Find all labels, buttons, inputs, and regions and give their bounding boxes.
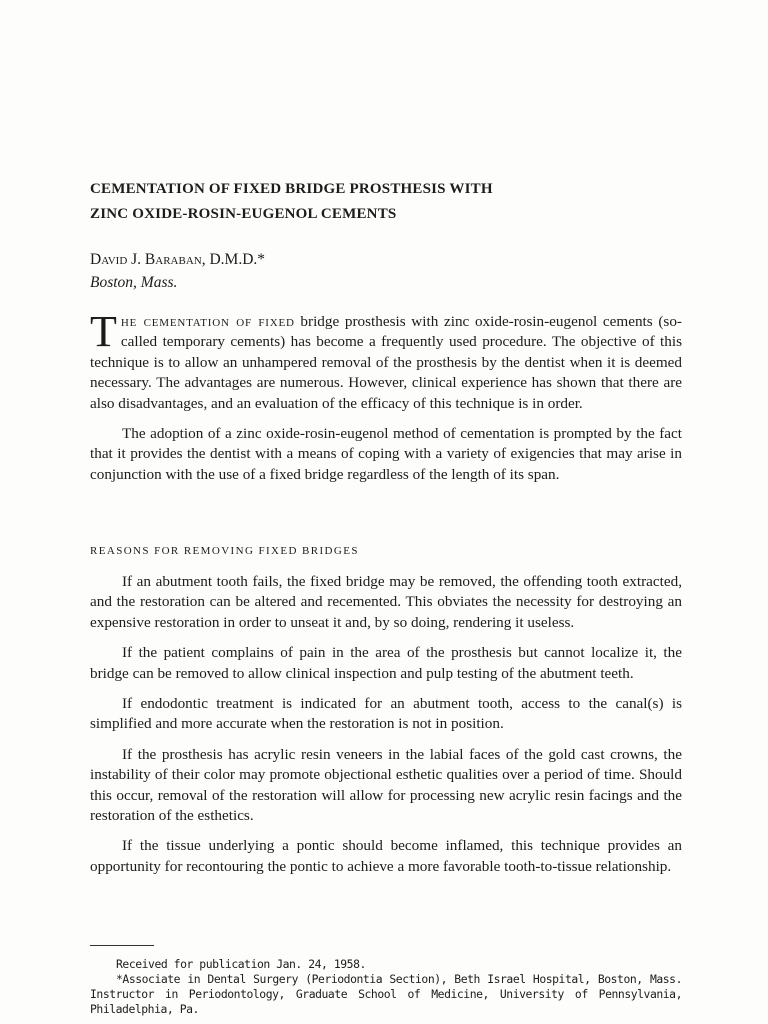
title-line-2: ZINC OXIDE-ROSIN-EUGENOL CEMENTS: [90, 206, 397, 222]
section-paragraph-1: If an abutment tooth fails, the fixed bridge may be removed, the offending tooth extracted, and the restoration can be altered and recemented. This obviates the necessity for destroying an expensive restoration in order to unseat it and, by so doing, rendering it useless.: [90, 573, 682, 631]
lead-small-caps: he cementation of fixed: [120, 313, 295, 330]
intro-paragraph-2: The adoption of a zinc oxide-rosin-eugenol method of cementation is prompted by the fact that it provides the dentist with a means of coping with a variety of exigencies that may arise in conjunction with the use of a fixed bridge regardless of the length of its span.: [90, 425, 682, 483]
section-paragraph-4: If the prosthesis has acrylic resin veneers in the labial faces of the gold cast crowns, the instability of their color may promote objectional esthetic qualities over a period of time. Should this occur, removal of the restoration will allow for processing new acrylic resin facings and the restoration of the esthetics.: [90, 745, 682, 825]
footnote-received: Received for publication Jan. 24, 1958.: [116, 957, 366, 971]
footnotes: [90, 957, 682, 1017]
section-heading: REASONS FOR REMOVING FIXED BRIDGES: [90, 545, 359, 557]
intro-paragraph-1-text: bridge prosthesis with zinc oxide-rosin-eugenol cements (so-called temporary cements) has become a frequently used procedure. The objective of this technique is to allow an unhampered removal of the prosthesis by the dentist when it is deemed necessary. The advantages are numerous. However, clinical experience has shown that there are also disadvantages, and an evaluation of the efficacy of this technique is in order.: [90, 313, 682, 412]
article-title: [90, 177, 710, 227]
footnote-affiliation: *Associate in Dental Surgery (Periodontia Section), Beth Israel Hospital, Boston, Mass. Instructor in Periodontology, Graduate School of Medicine, University of Pennsylvania, Philadelphia, Pa.: [90, 972, 682, 1016]
author-name: David J. Baraban: [90, 251, 202, 268]
section-paragraph-3: If endodontic treatment is indicated for an abutment tooth, access to the canal(s) is simplified and more accurate when the restoration is not in position.: [90, 695, 682, 733]
intro-paragraph-1: [90, 307, 682, 414]
section-paragraph-5: If the tissue underlying a pontic should become inflamed, this technique provides an opportunity for recontouring the pontic to achieve a more favorable tooth-to-tissue relationship.: [90, 837, 682, 875]
footnote-divider: [90, 945, 154, 946]
author-line: [90, 248, 265, 271]
drop-cap: T: [90, 307, 117, 356]
author-block: [90, 248, 265, 294]
author-degree: , D.M.D.*: [201, 251, 266, 268]
title-line-1: CEMENTATION OF FIXED BRIDGE PROSTHESIS WITH: [90, 181, 493, 197]
author-location: Boston, Mass.: [90, 274, 178, 291]
section-paragraph-2: If the patient complains of pain in the area of the prosthesis but cannot localize it, the bridge can be removed to allow clinical inspection and pulp testing of the abutment teeth.: [90, 644, 682, 682]
intro-text: [90, 307, 682, 485]
section-text: [90, 572, 682, 877]
